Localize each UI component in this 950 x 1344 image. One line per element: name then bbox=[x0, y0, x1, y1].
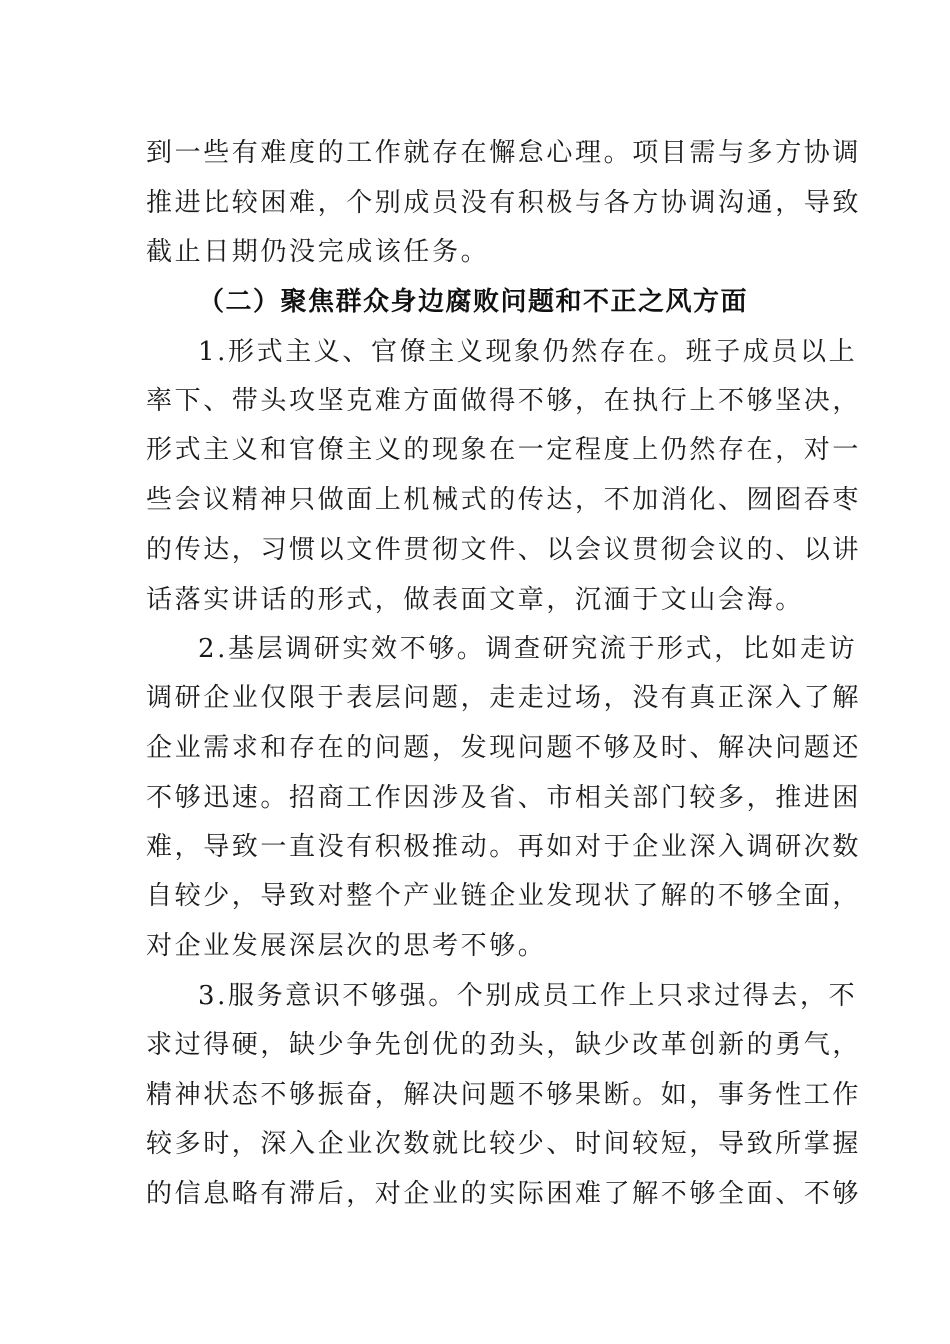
text-line: 1.形式主义、官僚主义现象仍然存在。班子成员以上 bbox=[198, 337, 858, 367]
text-line: 较多时，深入企业次数就比较少、时间较短，导致所掌握 bbox=[146, 1129, 862, 1159]
text-line: 截止日期仍没完成该任务。 bbox=[146, 237, 490, 267]
text-line: 2.基层调研实效不够。调查研究流于形式，比如走访 bbox=[198, 634, 858, 664]
text-line: 调研企业仅限于表层问题，走走过场，没有真正深入了解 bbox=[146, 683, 862, 713]
text-line: 率下、带头攻坚克难方面做得不够，在执行上不够坚决， bbox=[146, 386, 862, 416]
text-line: 形式主义和官僚主义的现象在一定程度上仍然存在，对一 bbox=[146, 435, 862, 465]
text-line: 3.服务意识不够强。个别成员工作上只求过得去，不 bbox=[198, 981, 858, 1011]
text-line: 的传达，习惯以文件贯彻文件、以会议贯彻会议的、以讲 bbox=[146, 535, 862, 565]
text-line: 推进比较困难，个别成员没有积极与各方协调沟通，导致 bbox=[146, 188, 862, 218]
text-line: 话落实讲话的形式，做表面文章，沉湎于文山会海。 bbox=[146, 585, 804, 615]
text-line: 企业需求和存在的问题，发现问题不够及时、解决问题还 bbox=[146, 733, 862, 763]
text-line: 些会议精神只做面上机械式的传达，不加消化、囫囵吞枣 bbox=[146, 485, 862, 515]
text-line: 难，导致一直没有积极推动。再如对于企业深入调研次数 bbox=[146, 832, 862, 862]
section-heading: （二）聚焦群众身边腐败问题和不正之风方面 bbox=[198, 287, 749, 317]
text-line: 的信息略有滞后，对企业的实际困难了解不够全面、不够 bbox=[146, 1179, 862, 1209]
text-line: 不够迅速。招商工作因涉及省、市相关部门较多，推进困 bbox=[146, 783, 862, 813]
text-line: 求过得硬，缺少争先创优的劲头，缺少改革创新的勇气， bbox=[146, 1030, 862, 1060]
text-line: 对企业发展深层次的思考不够。 bbox=[146, 931, 547, 961]
text-line: 自较少，导致对整个产业链企业发现状了解的不够全面， bbox=[146, 881, 862, 911]
text-line: 到一些有难度的工作就存在懈怠心理。项目需与多方协调 bbox=[146, 138, 862, 168]
text-line: 精神状态不够振奋，解决问题不够果断。如，事务性工作 bbox=[146, 1080, 862, 1110]
